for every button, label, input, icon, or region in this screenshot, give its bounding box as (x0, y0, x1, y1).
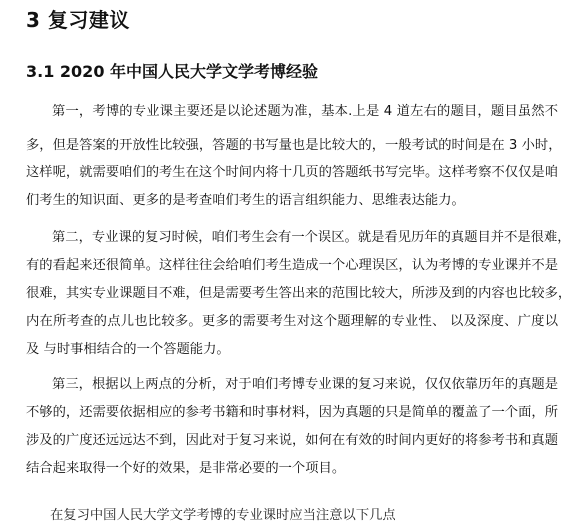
paragraph-1-line-4: 们考生的知识面、更多的是考查咱们考生的语言组织能力、思维表达能力。 (26, 193, 465, 208)
paragraph-3-line-3: 涉及的广度还远远达不到，因此对于复习来说，如何在有效的时间内更好的将参考书和真题 (26, 433, 558, 448)
paragraph-3-line-1: 第三，根据以上两点的分析，对于咱们考博专业课的复习来说，仅仅依靠历年的真题是 (52, 377, 558, 392)
paragraph-3-line-4: 结合起来取得一个好的效果，是非常必要的一个项目。 (26, 461, 346, 476)
paragraph-1-line-1: 第一，考博的专业课主要还是以论述题为准，基本.上是 4 道左右的题目，题目虽然不 (52, 104, 558, 119)
paragraph-1-line-2: 多，但是答案的开放性比较强，答题的书写量也是比较大的，一般考试的时间是在 3 小时， (26, 138, 562, 153)
paragraph-2-line-2: 有的看起来还很简单。这样往往会给咱们考生造成一个心理误区，认为考博的专业课并不是 (26, 258, 558, 273)
paragraph-2-line-5: 及 与时事相结合的一个答题能力。 (26, 342, 230, 357)
paragraph-2-line-3: 很难，其实专业课题目不难，但是需要考生答出来的范围比较大，所涉及到的内容也比较多， (26, 286, 572, 301)
subsection-heading: 3.1 2020 年中国人民大学文学考博经验 (26, 62, 319, 81)
section-heading: 3 复习建议 (26, 8, 130, 32)
paragraph-2-line-4: 内在所考查的点儿也比较多。更多的需要考生对这个题理解的专业性、 以及深度、广度以 (26, 314, 558, 329)
paragraph-2-line-1: 第二，专业课的复习时候，咱们考生会有一个误区。就是看见历年的真题目并不是很难， (52, 230, 571, 245)
paragraph-3-line-2: 不够的，还需要依据相应的参考书籍和时事材料，因为真题的只是简单的覆盖了一个面，所 (26, 405, 558, 420)
paragraph-1-line-3: 这样呢，就需要咱们的考生在这个时间内将十几页的答题纸书写完毕。这样考察不仅仅是咱 (26, 165, 558, 180)
cutoff-line: 在复习中国人民大学文学考博的专业课时应当注意以下几点 (50, 508, 396, 523)
